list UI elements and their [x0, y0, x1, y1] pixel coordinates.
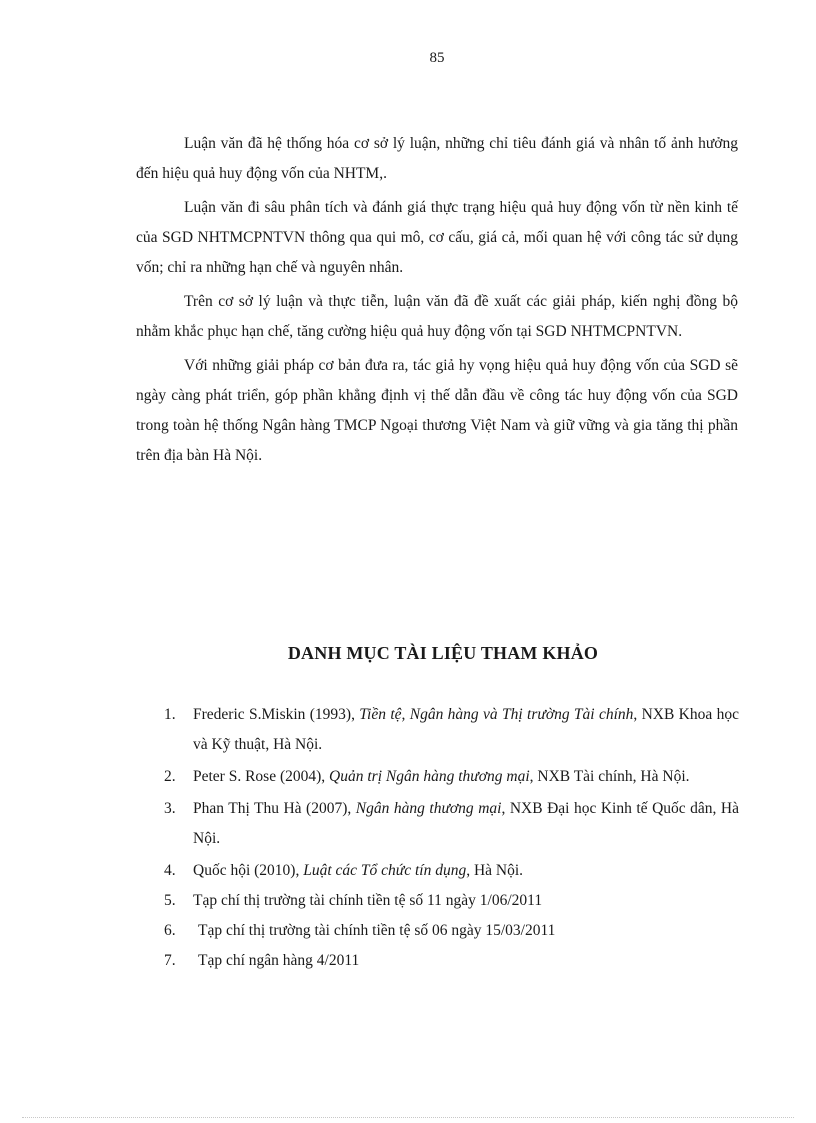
reference-number: 1. — [164, 706, 176, 723]
reference-number: 4. — [164, 862, 176, 879]
references-heading: DANH MỤC TÀI LIỆU THAM KHẢO — [287, 643, 599, 663]
reference-item — [164, 700, 739, 760]
paragraph: Luận văn đi sâu phân tích và đánh giá thực trạng hiệu quả huy động vốn từ nền kinh tế của SGD NHTMCPNTVN thông qua qui mô, cơ cấu, giá cả, mối quan hệ với công tác sử dụng vốn; chỉ ra những hạn chế và nguyên nhân. — [136, 199, 738, 276]
reference-title: Quản trị Ngân hàng thương mại — [329, 768, 530, 785]
reference-publisher: , NXB Khoa học và Kỹ thuật, Hà Nội. — [193, 706, 739, 753]
page-bottom-border — [22, 1117, 794, 1118]
reference-author: Phan Thị Thu Hà (2007), — [193, 800, 356, 817]
reference-author: Quốc hội (2010), — [193, 862, 304, 879]
reference-item — [164, 856, 739, 886]
reference-title: Tiền tệ, Ngân hàng và Thị trường Tài chính — [359, 706, 634, 723]
conclusion-text — [136, 129, 738, 475]
reference-publisher: , NXB Đại học Kinh tế Quốc dân, Hà Nội. — [193, 800, 740, 847]
reference-number: 6. — [164, 922, 176, 939]
paragraph: Luận văn đã hệ thống hóa cơ sở lý luận, những chỉ tiêu đánh giá và nhân tố ảnh hưởng đến hiệu quả huy động vốn của NHTM,. — [136, 135, 738, 182]
reference-author: Frederic S.Miskin (1993), — [193, 706, 360, 723]
reference-text: Tạp chí thị trường tài chính tiền tệ số 06 ngày 15/03/2011 — [198, 922, 556, 939]
reference-title: Ngân hàng thương mại — [355, 800, 502, 817]
reference-number: 5. — [164, 892, 176, 909]
reference-item — [164, 762, 739, 792]
page-number: 85 — [429, 50, 445, 66]
references-list — [164, 700, 739, 976]
reference-title: Luật các Tổ chức tín dụng — [303, 862, 467, 879]
reference-number: 3. — [164, 800, 176, 817]
reference-number: 7. — [164, 952, 176, 969]
reference-item — [164, 916, 739, 946]
reference-publisher: , Hà Nội. — [466, 862, 524, 879]
reference-text: Tạp chí ngân hàng 4/2011 — [198, 952, 360, 969]
reference-number: 2. — [164, 768, 176, 785]
reference-author: Peter S. Rose (2004), — [193, 768, 330, 785]
reference-publisher: , NXB Tài chính, Hà Nội. — [529, 768, 690, 785]
paragraph: Trên cơ sở lý luận và thực tiễn, luận văn đã đề xuất các giải pháp, kiến nghị đồng bộ nhằm khắc phục hạn chế, tăng cường hiệu quả huy động vốn tại SGD NHTMCPNTVN. — [136, 293, 738, 340]
reference-item — [164, 946, 739, 976]
reference-text: Tạp chí thị trường tài chính tiền tệ số 11 ngày 1/06/2011 — [193, 892, 543, 909]
paragraph: Với những giải pháp cơ bản đưa ra, tác giả hy vọng hiệu quả huy động vốn của SGD sẽ ngày càng phát triển, góp phần khẳng định vị thế dẫn đầu về công tác huy động vốn của SGD trong toàn hệ thống Ngân hàng TMCP Ngoại thương Việt Nam và giữ vững và gia tăng thị phần trên địa bàn Hà Nội. — [136, 357, 738, 464]
reference-item — [164, 794, 739, 854]
reference-item — [164, 886, 739, 916]
